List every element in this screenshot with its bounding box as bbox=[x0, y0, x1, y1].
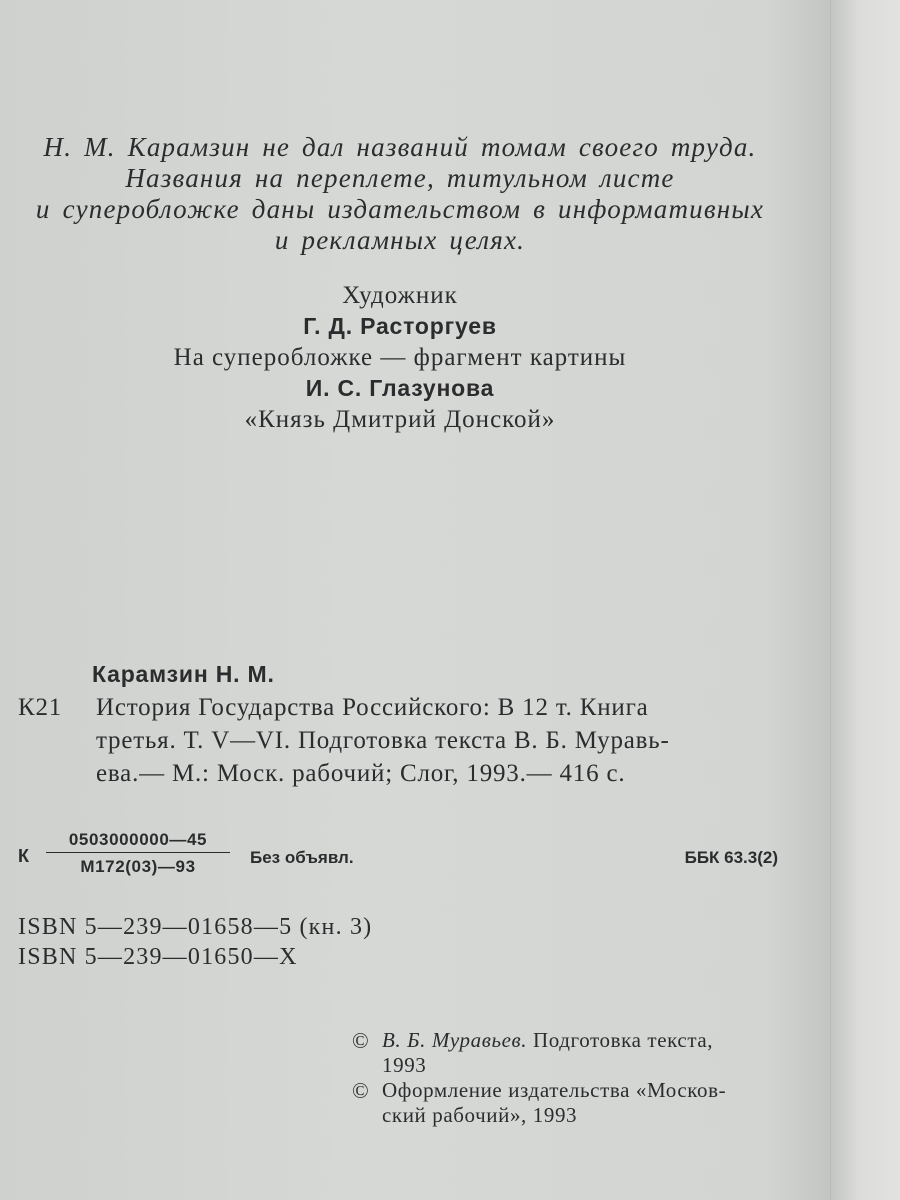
notice-line: и рекламных целях. bbox=[274, 225, 526, 255]
cover-label: На суперобложке — фрагмент картины bbox=[173, 344, 627, 371]
author-sign-code: К21 bbox=[18, 694, 63, 721]
copyright-sign: © bbox=[352, 1078, 370, 1103]
index-letter: К bbox=[18, 846, 29, 866]
index-denominator: М172(03)—93 bbox=[80, 857, 196, 876]
painting-title: «Князь Дмитрий Донской» bbox=[244, 406, 556, 433]
copyright-block bbox=[352, 1028, 802, 1128]
index-numerator: 0503000000—45 bbox=[46, 830, 230, 853]
copyright-desc: Подготовка текста, bbox=[532, 1028, 714, 1052]
notice-line: Н. М. Карамзин не дал названий томам своего труда. bbox=[43, 132, 757, 162]
copyright-line: Оформление издательства «Москов- bbox=[382, 1078, 727, 1102]
bibliographic-record bbox=[18, 658, 798, 790]
copyright-item bbox=[352, 1078, 802, 1128]
artist-label: Художник bbox=[342, 282, 458, 309]
notice-line: и суперобложке даны издательством в информативных bbox=[35, 194, 765, 224]
isbn-line: ISBN 5—239—01658—5 (кн. 3) bbox=[18, 914, 373, 940]
artist-name: Г. Д. Расторгуев bbox=[303, 313, 497, 339]
index-fraction bbox=[46, 830, 230, 877]
isbn-block bbox=[18, 912, 518, 972]
credits-block bbox=[100, 280, 700, 435]
record-line: История Государства Российского: В 12 т. Книга bbox=[96, 694, 649, 721]
record-first-row bbox=[18, 691, 798, 724]
bbk-code: ББК 63.3(2) bbox=[684, 848, 778, 867]
copyright-item bbox=[352, 1028, 802, 1078]
notice-line: Названия на переплете, титульном листе bbox=[125, 163, 675, 193]
index-note: Без объявл. bbox=[250, 848, 354, 867]
record-author: Карамзин Н. М. bbox=[92, 661, 275, 687]
record-line: ева.— М.: Моск. рабочий; Слог, 1993.— 416 с. bbox=[96, 760, 626, 787]
naming-notice bbox=[10, 132, 790, 256]
copyright-sign: © bbox=[352, 1028, 370, 1053]
publication-index bbox=[18, 830, 788, 890]
painter-name: И. С. Глазунова bbox=[305, 375, 495, 401]
copyright-holder: В. Б. Муравьев. bbox=[382, 1028, 528, 1052]
copyright-line: ский рабочий», 1993 bbox=[382, 1103, 578, 1127]
record-line: третья. Т. V—VI. Подготовка текста В. Б. Муравь- bbox=[96, 727, 670, 754]
adjacent-page-edge bbox=[830, 0, 900, 1200]
copyright-year: 1993 bbox=[382, 1053, 427, 1077]
isbn-line: ISBN 5—239—01650—X bbox=[18, 944, 298, 970]
